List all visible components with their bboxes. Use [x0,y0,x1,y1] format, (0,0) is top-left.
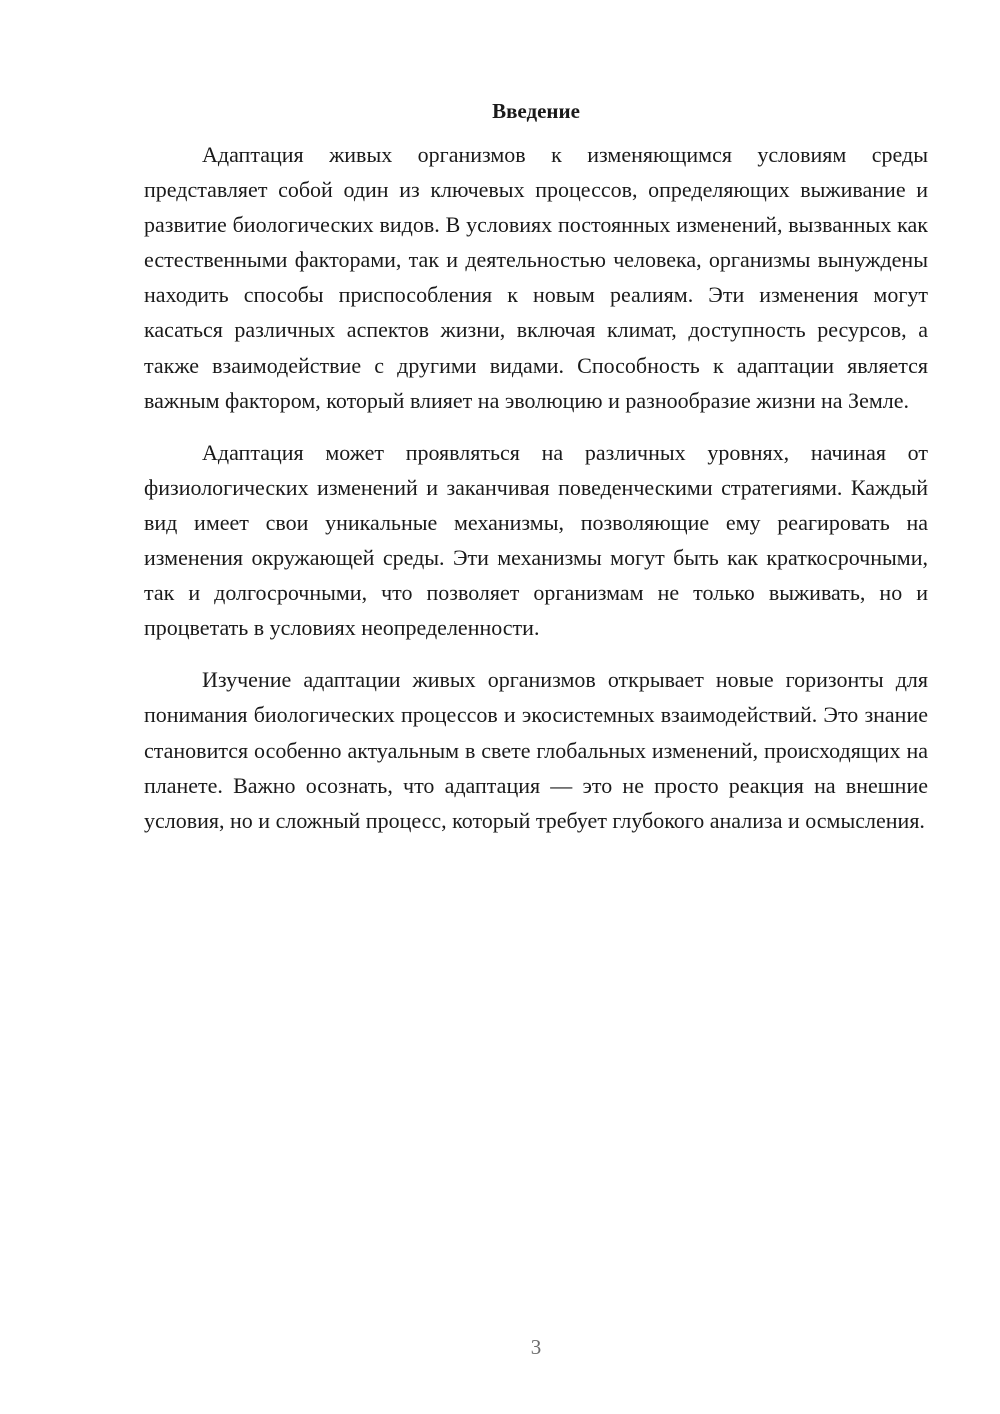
page-number: 3 [530,1335,542,1359]
paragraph-3: Изучение адаптации живых организмов открывает новые горизонты для понимания биологических процессов и экосистемных взаимодействий. Это знание становится особенно актуальным в свете глобальных изменений, происходящих на планете. Важно осознать, что адаптация — это не просто реакция на внешние условия, но и сложный процесс, который требует глубокого анализа и осмысления. [144,667,928,833]
section-title: Введение [492,99,580,123]
paragraph-2: Адаптация может проявляться на различных уровнях, начиная от физиологических изменений и заканчивая поведенческими стратегиями. Каждый вид имеет свои уникальные механизмы, позволяющие ему реагировать на изменения окружающей среды. Эти механизмы могут быть как краткосрочными, так и долгосрочными, что позволяет организмам не только выживать, но и процветать в условиях неопределенности. [144,439,928,641]
page-content [144,95,928,838]
paragraph-1: Адаптация живых организмов к изменяющимся условиям среды представляет собой один из ключевых процессов, определяющих выживание и развитие биологических видов. В условиях постоянных изменений, вызванных как естественными факторами, так и деятельностью человека, организмы вынуждены находить способы приспособления к новым реалиям. Эти изменения могут касаться различных аспектов жизни, включая климат, доступность ресурсов, а также взаимодействие с другими видами. Способность к адаптации является важным фактором, который влияет на эволюцию и разнообразие жизни на Земле. [144,142,928,413]
